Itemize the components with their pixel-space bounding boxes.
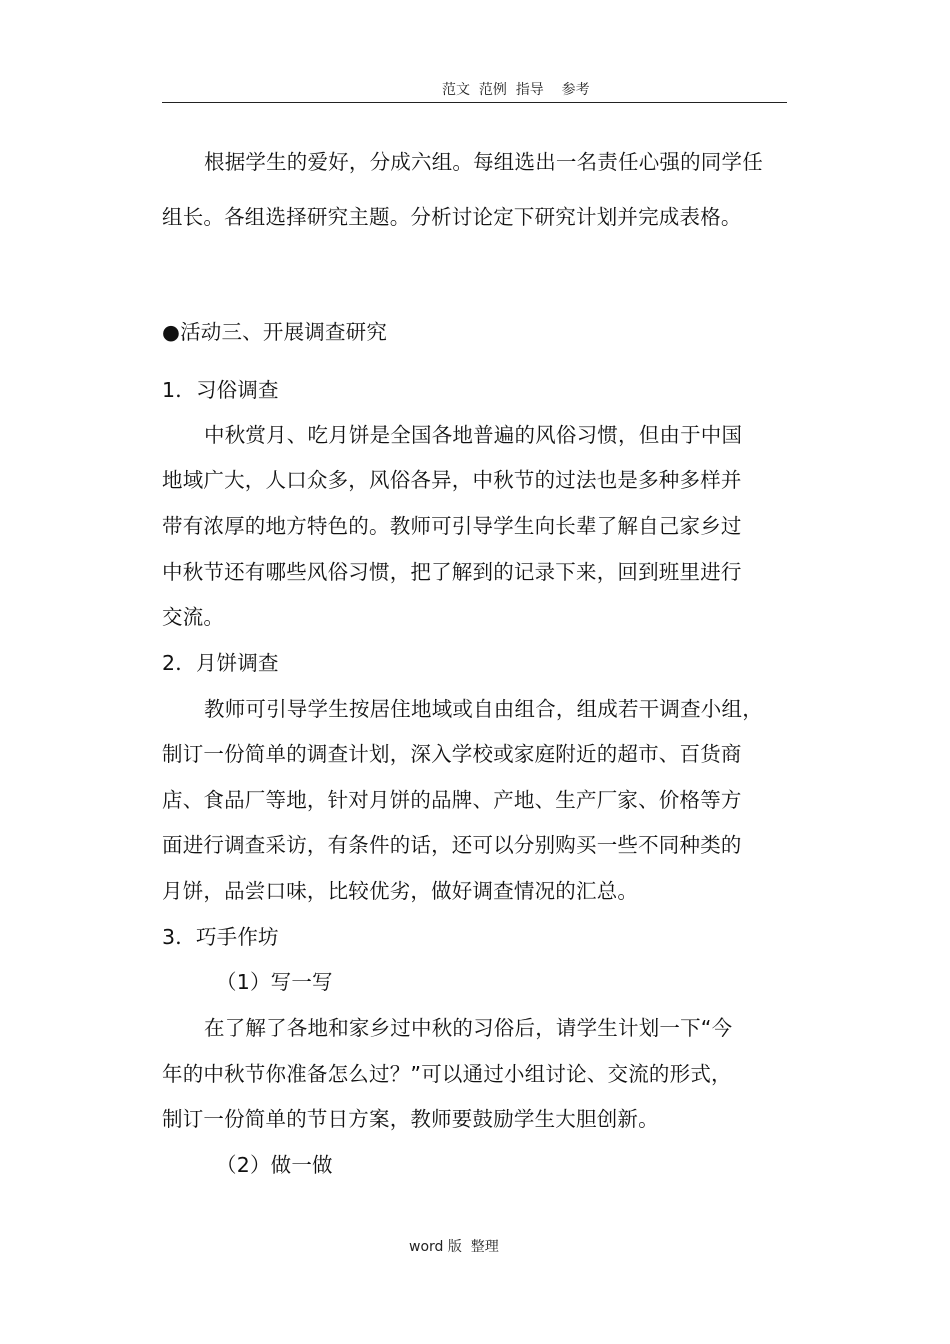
- page-header: 范文 范例 指导 参考: [442, 82, 590, 98]
- paragraph-line: 面进行调查采访，有条件的话，还可以分别购买一些不同种类的: [162, 833, 742, 857]
- paragraph-line: 根据学生的爱好，分成六组。每组选出一名责任心强的同学任: [204, 150, 763, 174]
- section-heading: 1．习俗调查: [162, 378, 279, 402]
- header-rule: [162, 102, 787, 103]
- section-heading: 3．巧手作坊: [162, 925, 279, 949]
- paragraph-line: 在了解了各地和家乡过中秋的习俗后，请学生计划一下“今: [204, 1016, 733, 1040]
- activity-heading: ●活动三、开展调查研究: [162, 320, 388, 344]
- paragraph-line: 组长。各组选择研究主题。分析讨论定下研究计划并完成表格。: [162, 205, 742, 229]
- page-footer: word 版 整理: [409, 1239, 499, 1255]
- subsection-heading: （2）做一做: [216, 1153, 333, 1177]
- paragraph-line: 教师可引导学生按居住地域或自由组合，组成若干调查小组，: [204, 697, 763, 721]
- paragraph-line: 中秋节还有哪些风俗习惯，把了解到的记录下来，回到班里进行: [162, 560, 742, 584]
- paragraph-line: 月饼，品尝口味，比较优劣，做好调查情况的汇总。: [162, 879, 639, 903]
- paragraph-line: 带有浓厚的地方特色的。教师可引导学生向长辈了解自己家乡过: [162, 514, 742, 538]
- section-heading: 2．月饼调查: [162, 651, 279, 675]
- paragraph-line: 地域广大，人口众多，风俗各异，中秋节的过法也是多种多样并: [162, 468, 742, 492]
- paragraph-line: 年的中秋节你准备怎么过？”可以通过小组讨论、交流的形式，: [162, 1062, 732, 1086]
- paragraph-line: 制订一份简单的调查计划，深入学校或家庭附近的超市、百货商: [162, 742, 742, 766]
- subsection-heading: （1）写一写: [216, 970, 333, 994]
- paragraph-line: 交流。: [162, 605, 225, 629]
- paragraph-line: 店、食品厂等地，针对月饼的品牌、产地、生产厂家、价格等方: [162, 788, 742, 812]
- paragraph-line: 制订一份简单的节日方案，教师要鼓励学生大胆创新。: [162, 1107, 659, 1131]
- paragraph-line: 中秋赏月、吃月饼是全国各地普遍的风俗习惯，但由于中国: [204, 423, 743, 447]
